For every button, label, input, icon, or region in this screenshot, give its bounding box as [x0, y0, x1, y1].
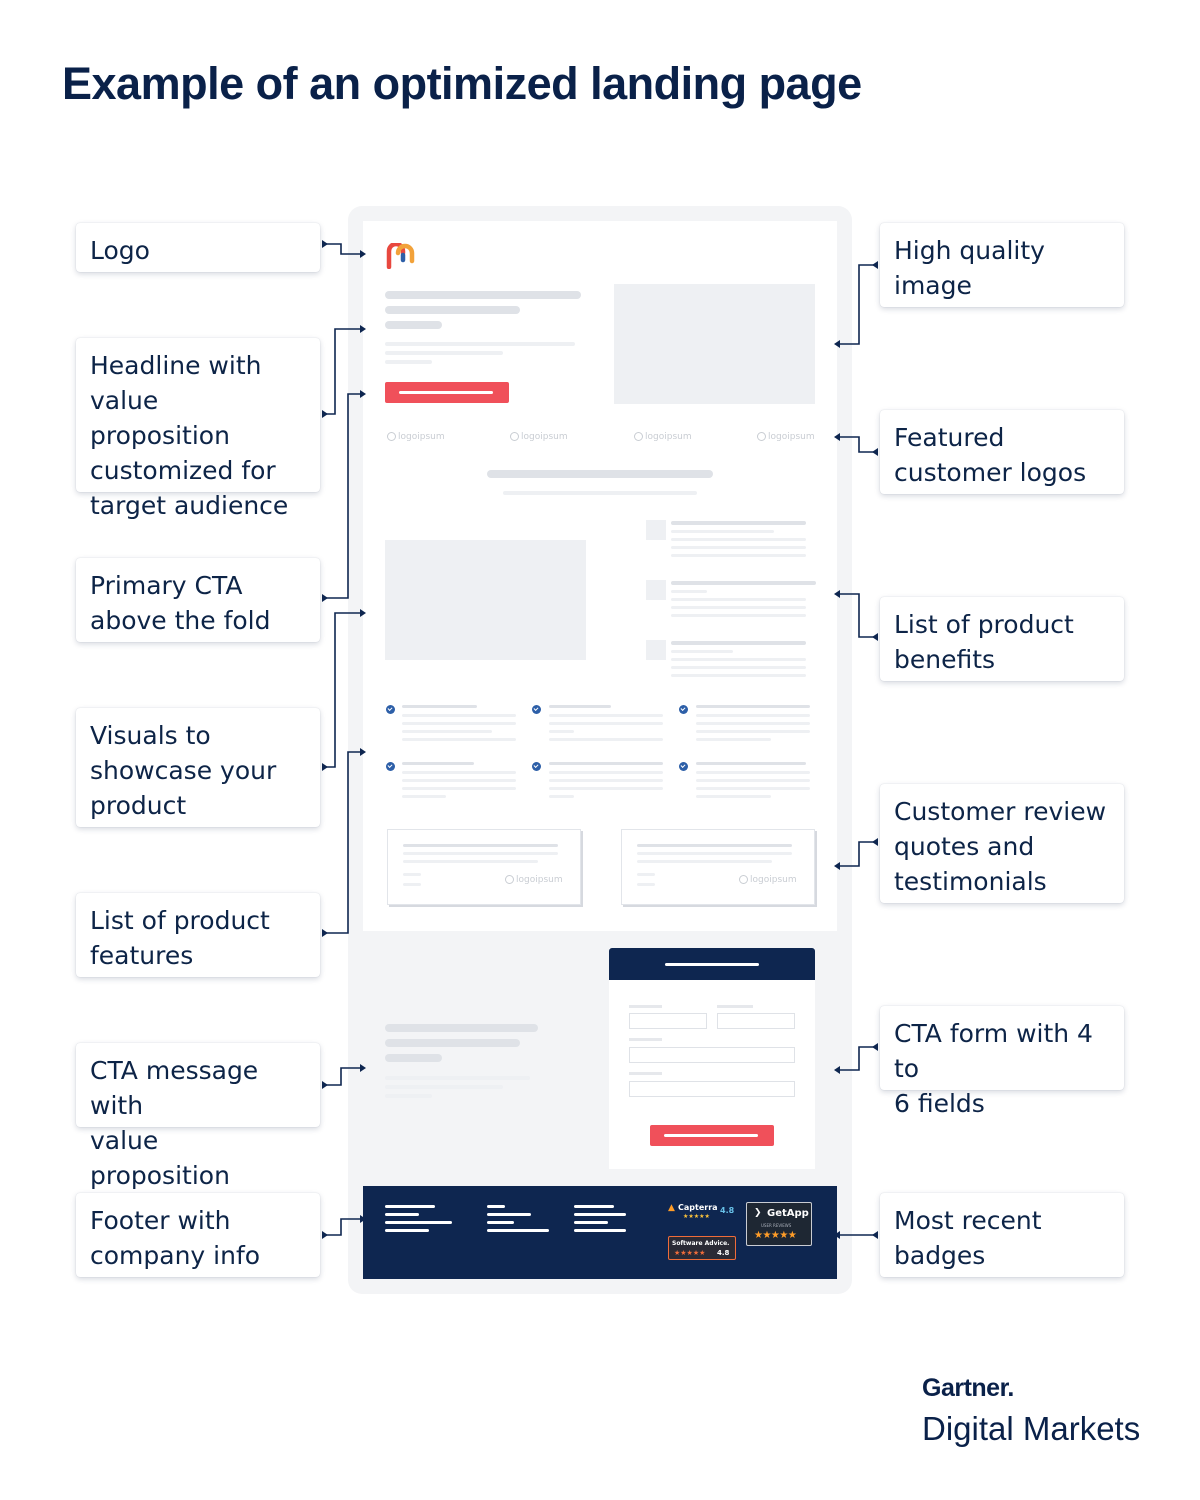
customer-logo: logoipsum	[634, 432, 692, 442]
customer-logo: logoipsum	[757, 432, 815, 442]
getapp-icon: ❯	[754, 1208, 762, 1218]
callout-testimonials: Customer review quotes and testimonials	[880, 784, 1124, 903]
getapp-badge: ❯ GetApp USER REVIEWS ★★★★★	[746, 1202, 812, 1246]
callout-footer: Footer with company info	[76, 1193, 320, 1277]
software-advice-badge: Software Advice. ★★★★★ 4.8	[668, 1236, 736, 1260]
testimonial-logo: logoipsum	[505, 875, 563, 885]
gartner-logo-text: Gartner.	[922, 1374, 1014, 1402]
callout-features: List of product features	[76, 893, 320, 977]
callout-logo: Logo	[76, 223, 320, 272]
digital-markets-text: Digital Markets	[922, 1410, 1141, 1447]
callout-customer-logos: Featured customer logos	[880, 410, 1124, 494]
page-title: Example of an optimized landing page	[62, 58, 862, 109]
capterra-badge: ▲ Capterra 4.8 ★★★★★	[668, 1203, 735, 1220]
callout-cta-form: CTA form with 4 to 6 fields	[880, 1006, 1124, 1090]
customer-logo: logoipsum	[387, 432, 445, 442]
callout-cta-message: CTA message with value proposition	[76, 1043, 320, 1127]
callout-image: High quality image	[880, 223, 1124, 307]
capterra-icon: ▲	[668, 1203, 675, 1213]
testimonial-logo: logoipsum	[739, 875, 797, 885]
callout-headline: Headline with value proposition customized for target audience	[76, 338, 320, 492]
callout-benefits: List of product benefits	[880, 597, 1124, 681]
callout-primary-cta: Primary CTA above the fold	[76, 558, 320, 642]
callout-visuals: Visuals to showcase your product	[76, 708, 320, 827]
callout-badges: Most recent badges	[880, 1193, 1124, 1277]
customer-logo: logoipsum	[510, 432, 568, 442]
